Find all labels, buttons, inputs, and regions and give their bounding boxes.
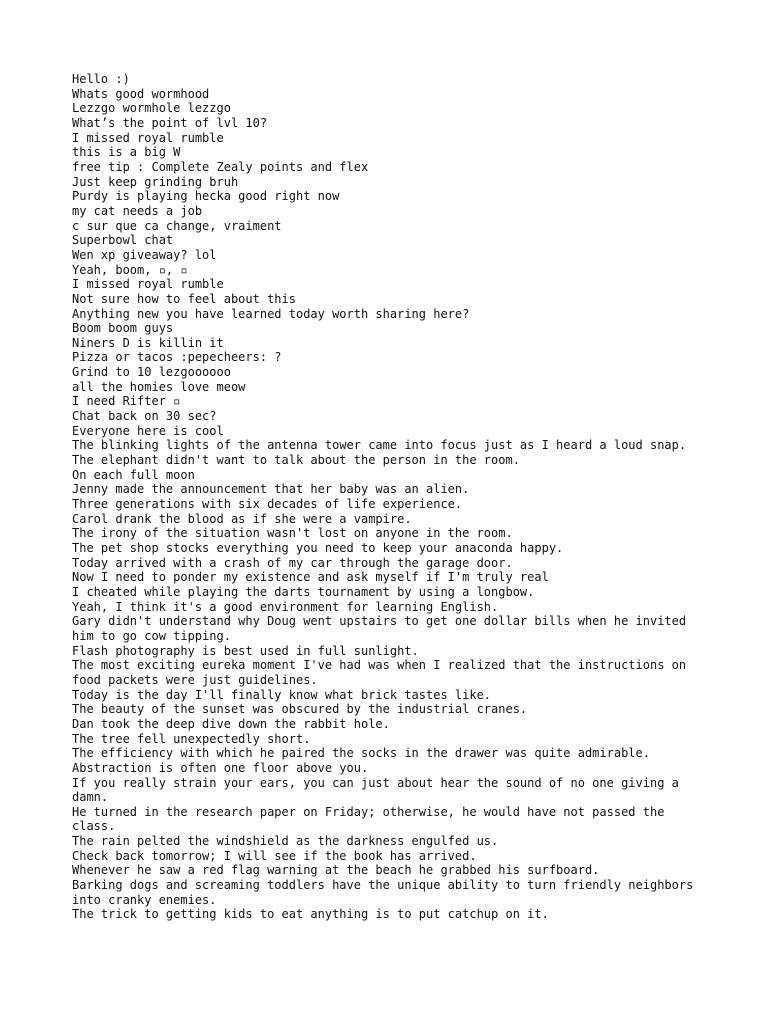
text-line: I cheated while playing the darts tournament by using a longbow. [72, 584, 535, 599]
text-line: free tip : Complete Zealy points and flex [72, 159, 369, 174]
text-line: Barking dogs and screaming toddlers have the unique ability to turn friendly neighbors into cranky enemies. [72, 878, 701, 907]
text-line: Yeah, I think it's a good environment for learning English. [72, 599, 499, 614]
text-line: Check back tomorrow; I will see if the book has arrived. [72, 848, 477, 863]
text-line: Niners D is killin it [72, 335, 224, 350]
document-page [72, 72, 701, 922]
text-line: Three generations with six decades of life experience. [72, 497, 463, 512]
text-line: The most exciting eureka moment I've had was when I realized that the instructions on food packets were just guidelines. [72, 658, 694, 687]
text-line: The irony of the situation wasn't lost on anyone in the room. [72, 526, 513, 541]
text-line: Dan took the deep dive down the rabbit hole. [72, 716, 390, 731]
text-line: Gary didn't understand why Doug went upstairs to get one dollar bills when he invited him to go cow tipping. [72, 614, 694, 643]
text-line: If you really strain your ears, you can just about hear the sound of no one giving a damn. [72, 775, 687, 805]
text-line: Carol drank the blood as if she were a vampire. [72, 511, 412, 526]
text-line: Purdy is playing hecka good right now [72, 189, 340, 204]
text-line: Yeah, boom, ▫, ▫ [72, 262, 188, 277]
text-line: The blinking lights of the antenna tower came into focus just as I heard a loud snap. [72, 438, 687, 453]
text-line: Whats good wormhood [72, 86, 210, 101]
text-line: What’s the point of lvl 10? [72, 115, 268, 130]
text-line: The tree fell unexpectedly short. [72, 731, 311, 746]
text-line: On each full moon [72, 467, 195, 482]
text-line: my cat needs a job [72, 203, 203, 218]
text-line: I missed royal rumble [72, 130, 224, 145]
text-line: He turned in the research paper on Friday; otherwise, he would have not passed the class. [72, 804, 672, 834]
text-line: I need Rifter ▫ [72, 394, 181, 409]
text-line: Now I need to ponder my existence and ask myself if I'm truly real [72, 570, 549, 585]
text-line: Whenever he saw a red flag warning at the beach he grabbed his surfboard. [72, 863, 600, 878]
text-line: The beauty of the sunset was obscured by the industrial cranes. [72, 702, 528, 717]
text-line: Just keep grinding bruh [72, 174, 239, 189]
text-line: The trick to getting kids to eat anything is to put catchup on it. [72, 907, 549, 922]
text-line: Not sure how to feel about this [72, 291, 296, 306]
text-line: Hello :) [72, 72, 130, 86]
text-line: Jenny made the announcement that her baby was an alien. [72, 482, 470, 497]
text-line: Superbowl chat [72, 233, 174, 248]
text-line: The rain pelted the windshield as the darkness engulfed us. [72, 834, 499, 849]
text-line: Pizza or tacos :pepecheers: ? [72, 350, 282, 365]
text-line: this is a big W [72, 145, 181, 160]
text-line: Everyone here is cool [72, 423, 224, 438]
text-line: Anything new you have learned today worth sharing here? [72, 306, 470, 321]
text-line: Wen xp giveaway? lol [72, 247, 217, 262]
text-line: The elephant didn't want to talk about the person in the room. [72, 453, 520, 468]
text-line: Today is the day I'll finally know what brick tastes like. [72, 687, 492, 702]
text-line: Boom boom guys [72, 321, 174, 336]
text-line: Grind to 10 lezgoooooo [72, 365, 231, 380]
text-line: Chat back on 30 sec? [72, 409, 217, 424]
text-line: all the homies love meow [72, 379, 246, 394]
text-line: Lezzgo wormhole lezzgo [72, 101, 231, 116]
text-line: Today arrived with a crash of my car through the garage door. [72, 555, 513, 570]
text-line: c sur que ca change, vraiment [72, 218, 282, 233]
text-line: I missed royal rumble [72, 277, 224, 292]
text-line: Abstraction is often one floor above you. [72, 760, 369, 775]
text-line: The efficiency with which he paired the socks in the drawer was quite admirable. [72, 746, 650, 761]
text-line: The pet shop stocks everything you need to keep your anaconda happy. [72, 541, 564, 555]
text-line: Flash photography is best used in full sunlight. [72, 643, 419, 658]
